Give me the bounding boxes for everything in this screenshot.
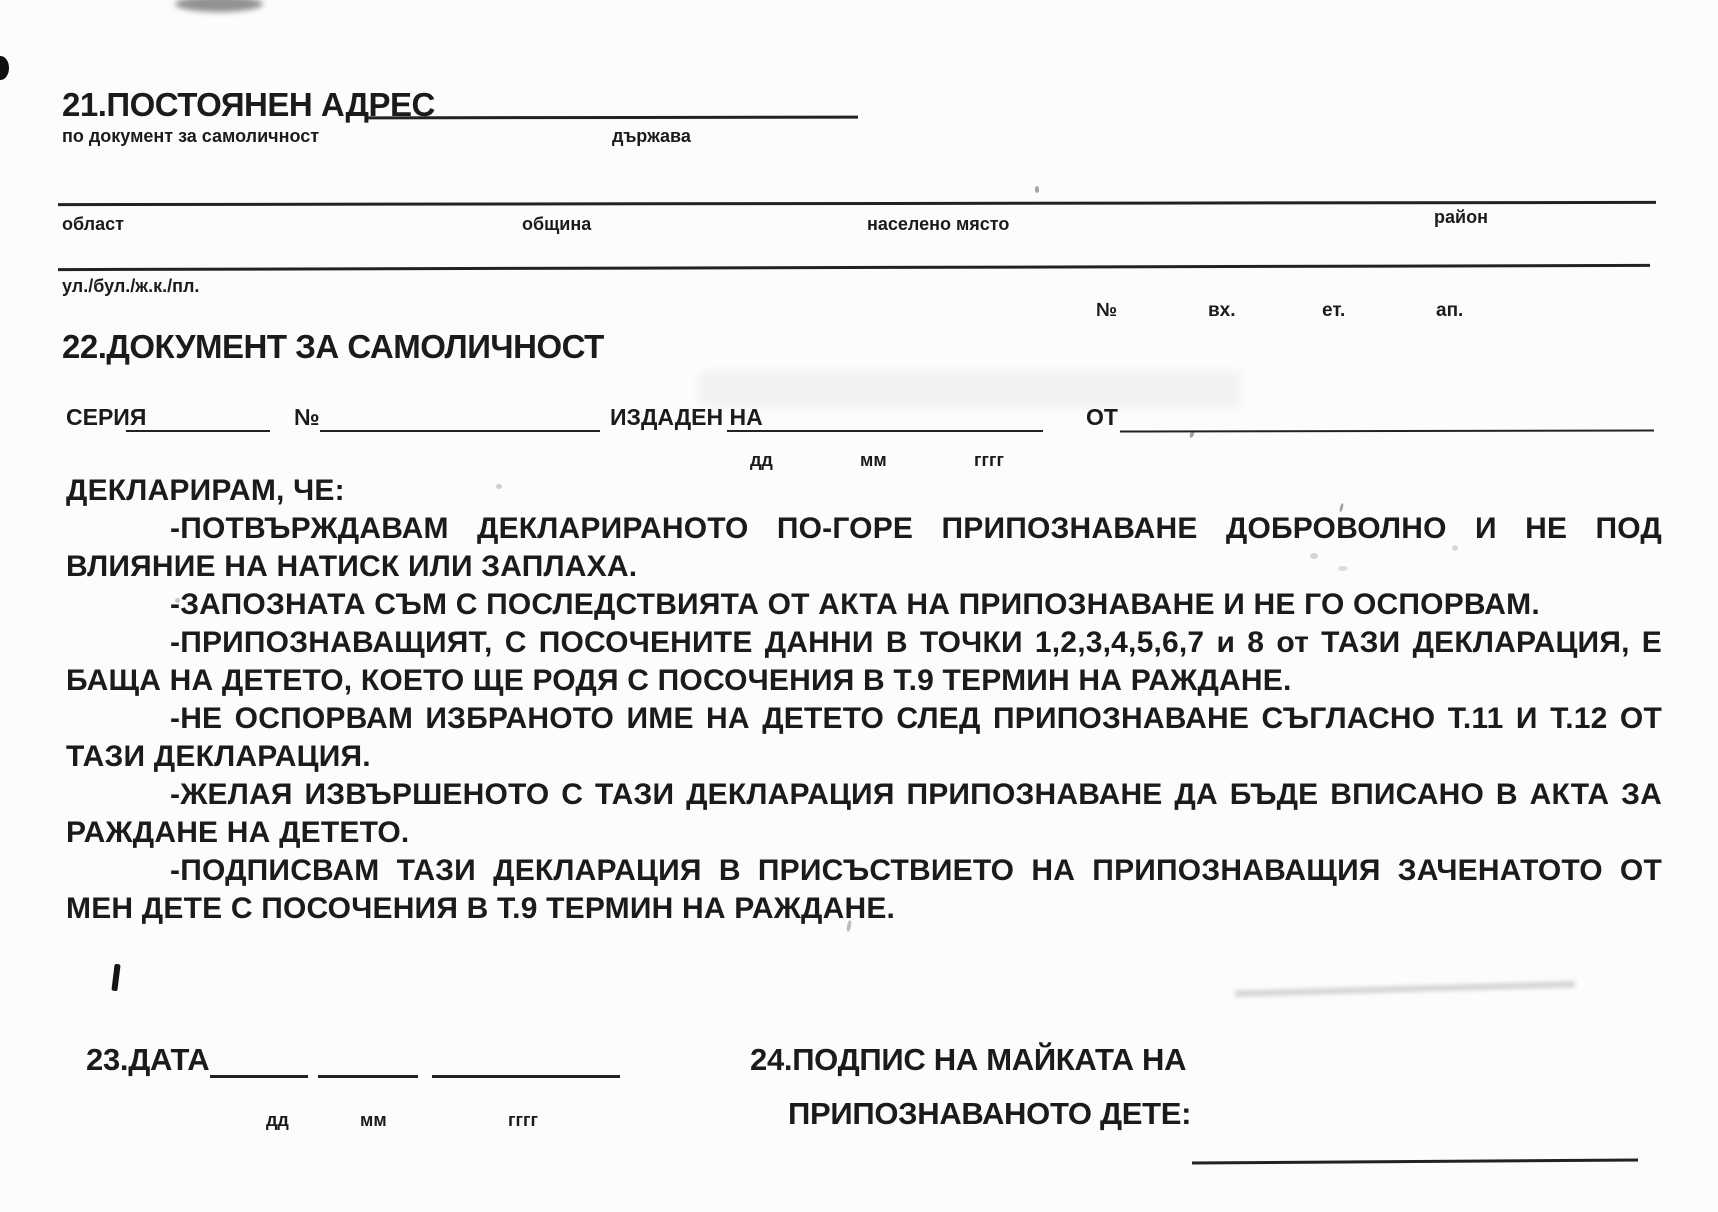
declaration-heading: ДЕКЛАРИРАМ, ЧЕ:: [66, 474, 345, 507]
field-date-dd-line[interactable]: [210, 1075, 308, 1078]
settlement-label: населено място: [867, 214, 1010, 234]
section24-title-line2: ПРИПОЗНАВАНОТО ДЕТЕ:: [788, 1096, 1192, 1131]
field-docnumber-line[interactable]: [320, 430, 600, 432]
declaration-item: -ЖЕЛАЯ ИЗВЪРШЕНОТО С ТАЗИ ДЕКЛАРАЦИЯ ПРИПОЗНАВАНЕ ДА БЪДЕ ВПИСАНО В АКТА ЗА РАЖДАНЕ НА ДЕТЕТО.: [66, 778, 1662, 849]
declaration-item: -ПОДПИСВАМ ТАЗИ ДЕКЛАРАЦИЯ В ПРИСЪСТВИЕТО НА ПРИПОЗНАВАЩИЯ ЗАЧЕНАТОТО ОТ МЕН ДЕТЕ С ПОСОЧЕНИЯ В Т.9 ТЕРМИН НА РАЖДАНЕ.: [66, 854, 1662, 925]
scan-artifact: [700, 372, 1240, 406]
issued-on-label: ИЗДАДЕН НА: [610, 404, 763, 430]
issue-date-yyyy-label: гггг: [974, 450, 1004, 470]
section23-title: 23.ДАТА: [86, 1042, 210, 1077]
series-label: СЕРИЯ: [66, 404, 147, 430]
field-date-yyyy-line[interactable]: [432, 1075, 620, 1078]
apartment-label: ап.: [1436, 300, 1464, 321]
section22-title: 22.ДОКУМЕНТ ЗА САМОЛИЧНОСТ: [62, 328, 604, 365]
region-label: област: [62, 214, 124, 234]
scan-artifact: [1235, 981, 1575, 996]
field-signature-line[interactable]: [1192, 1158, 1638, 1164]
field-issued-by-line[interactable]: [1120, 429, 1654, 432]
field-address-line1[interactable]: [58, 201, 1656, 206]
number-label: №: [1096, 300, 1118, 321]
entrance-label: вх.: [1208, 300, 1236, 321]
section21-title: 21.ПОСТОЯНЕН АДРЕС: [62, 86, 435, 123]
field-date-mm-line[interactable]: [318, 1075, 418, 1078]
floor-label: ет.: [1322, 300, 1346, 321]
date-yyyy-label: гггг: [508, 1110, 538, 1130]
issued-by-label: ОТ: [1086, 404, 1118, 430]
declaration-item: -НЕ ОСПОРВАМ ИЗБРАНОТО ИМЕ НА ДЕТЕТО СЛЕД ПРИПОЗНАВАНЕ СЪГЛАСНО Т.11 И Т.12 ОТ ТАЗИ ДЕКЛАРАЦИЯ.: [66, 702, 1662, 773]
declaration-item: -ПРИПОЗНАВАЩИЯТ, С ПОСОЧЕНИТЕ ДАННИ В ТОЧКИ 1,2,3,4,5,6,7 и 8 от ТАЗИ ДЕКЛАРАЦИЯ, Е БАЩА НА ДЕТЕТО, КОЕТО ЩЕ РОДЯ С ПОСОЧЕНИЯ В Т.9 ТЕРМИН НА РАЖДАНЕ.: [66, 626, 1662, 697]
field-address-line2[interactable]: [58, 264, 1650, 271]
field-series-line[interactable]: [126, 430, 270, 432]
date-mm-label: мм: [360, 1110, 387, 1130]
country-label: държава: [612, 126, 691, 146]
declaration-block: [66, 472, 1662, 928]
docnumber-label: №: [294, 404, 320, 430]
declaration-item: -ЗАПОЗНАТА СЪМ С ПОСЛЕДСТВИЯТА ОТ АКТА НА ПРИПОЗНАВАНЕ И НЕ ГО ОСПОРВАМ.: [170, 588, 1540, 621]
section24-title-line1: 24.ПОДПИС НА МАЙКАТА НА: [750, 1042, 1187, 1077]
date-dd-label: дд: [266, 1110, 289, 1130]
scan-artifact: [0, 56, 9, 80]
issue-date-mm-label: мм: [860, 450, 887, 470]
scan-artifact: [1035, 186, 1039, 193]
scan-artifact: [175, 0, 263, 12]
issue-date-dd-label: дд: [750, 450, 773, 470]
street-label: ул./бул./ж.к./пл.: [62, 276, 200, 296]
district-label: район: [1434, 207, 1488, 227]
field-issue-date-line[interactable]: [727, 430, 1043, 432]
scan-artifact: [111, 964, 120, 992]
field-country-line[interactable]: [368, 116, 858, 120]
declaration-item: -ПОТВЪРЖДАВАМ ДЕКЛАРИРАНОТО ПО-ГОРЕ ПРИПОЗНАВАНЕ ДОБРОВОЛНО И НЕ ПОД ВЛИЯНИЕ НА НАТИСК ИЛИ ЗАПЛАХА.: [66, 512, 1662, 583]
municipality-label: община: [522, 214, 592, 234]
section21-sub-label: по документ за самоличност: [62, 126, 320, 146]
